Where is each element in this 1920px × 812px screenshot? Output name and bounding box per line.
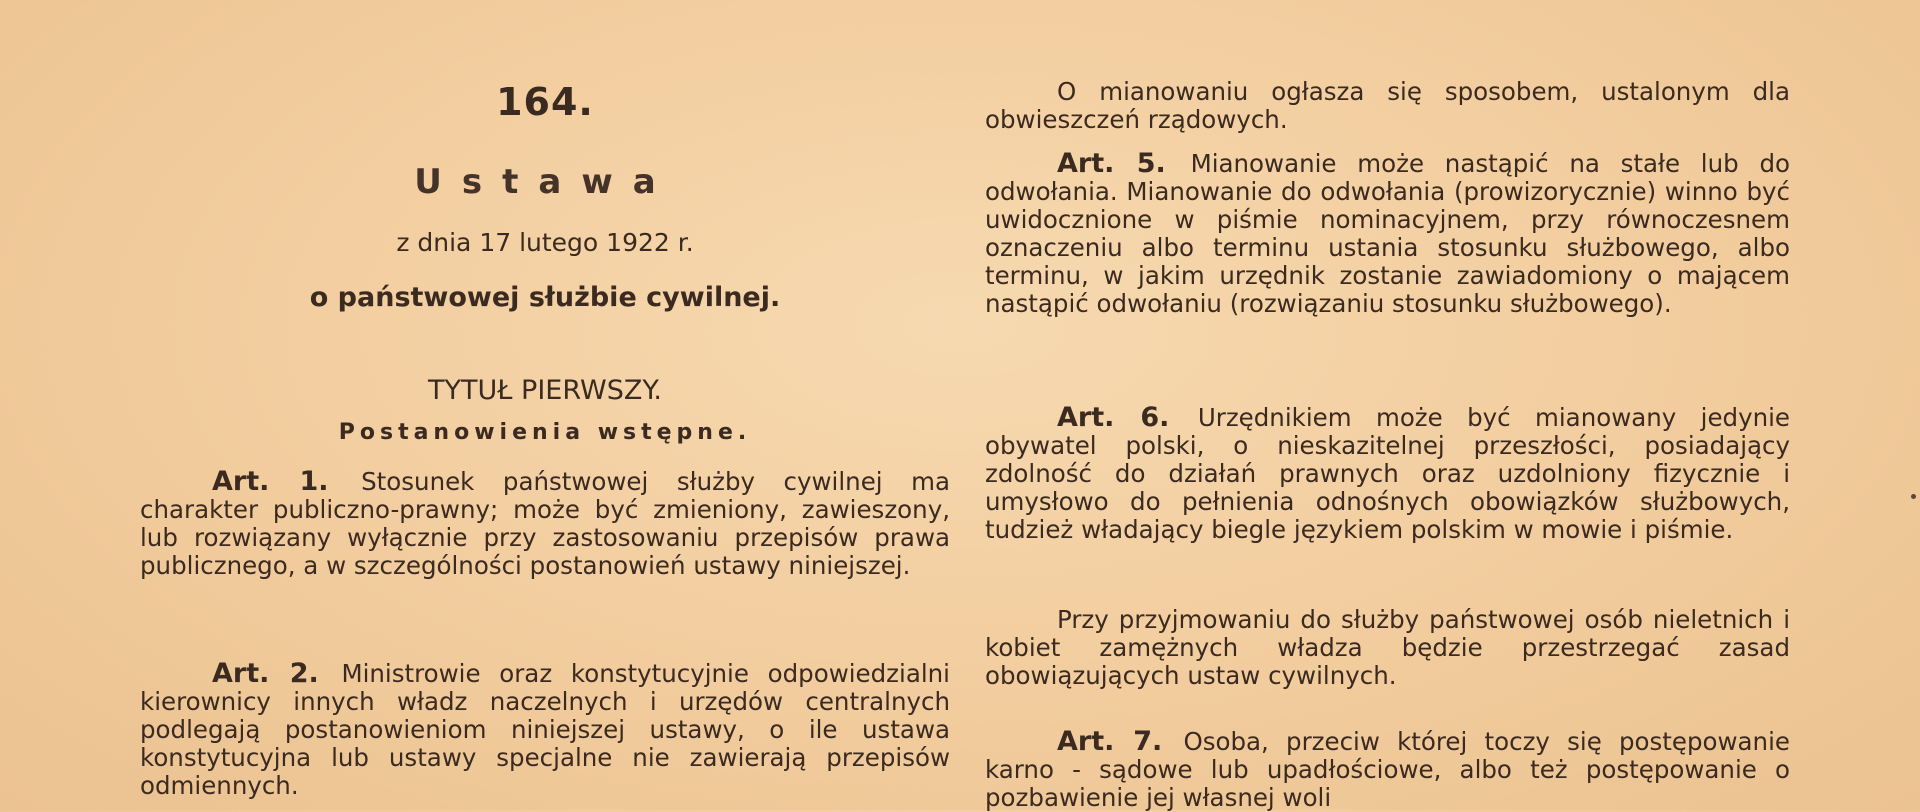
article-text: Urzędnikiem może być mianowany jedynie obywatel polski, o nieskazitelnej przeszłości, posiadający zdolność do działań prawnych oraz uzdolniony fizycznie i umysłowo do pełnienia odnośnych obowiązków służbowych, tudzież władający biegle językiem polskim w mowie i piśmie. — [985, 403, 1791, 544]
act-kind-heading: Ustawa — [414, 162, 676, 202]
section-subtitle: Postanowienia wstępne. — [338, 420, 752, 445]
paragraph-announcement — [985, 78, 1790, 134]
article-6 — [985, 404, 1790, 544]
article-label: Art. 6. — [1057, 402, 1170, 433]
article-7 — [985, 728, 1790, 812]
paragraph-text: Przy przyjmowaniu do służby państwowej osób nieletnich i kobiet zamężnych władza będzie przestrzegać zasad obowiązujących ustaw cywilnych. — [985, 605, 1790, 690]
article-label: Art. 5. — [1057, 148, 1166, 179]
article-6-paragraph-2 — [985, 606, 1790, 690]
title-heading: TYTUŁ PIERWSZY. — [428, 375, 662, 406]
article-text: Ministrowie oraz konstytucyjnie odpowiedzialni kierownicy innych władz naczelnych i urzędów centralnych podlegają postanowieniom niniejszej ustawy, o ile ustawa konstytucyjna lub ustawy specjalne nie zawierają przepisów odmiennych. — [140, 659, 950, 800]
article-text: Osoba, przeciw której toczy się postępowanie karno - sądowe lub upadłościowe, albo też postępowanie o pozbawienie jej własnej woli — [985, 727, 1790, 812]
article-1 — [140, 468, 950, 580]
article-label: Art. 2. — [212, 658, 319, 689]
act-subject: o państwowej służbie cywilnej. — [309, 282, 781, 313]
article-5 — [985, 150, 1790, 318]
act-date: z dnia 17 lutego 1922 r. — [396, 228, 694, 257]
article-label: Art. 1. — [212, 466, 329, 497]
article-text: Stosunek państwowej służby cywilnej ma charakter publiczno-prawny; może być zmieniony, zawieszony, lub rozwiązany wyłącznie przy zastosowaniu przepisów prawa publicznego, a w szczególności postanowień ustawy niniejszej. — [140, 467, 950, 580]
article-text: Mianowanie może nastąpić na stałe lub do odwołania. Mianowanie do odwołania (prowizorycznie) winno być uwidocznione w piśmie nominacyjnem, przy równoczesnem oznaczeniu albo terminu ustania stosunku służbowego, albo terminu, w jakim urzędnik zostanie zawiadomiony o mającem nastąpić odwołaniu (rozwiązaniu stosunku służbowego). — [985, 149, 1790, 318]
article-label: Art. 7. — [1057, 726, 1163, 757]
act-number: 164. — [496, 80, 594, 124]
ink-speck — [1911, 494, 1916, 499]
article-2 — [140, 660, 950, 800]
paragraph-text: O mianowaniu ogłasza się sposobem, ustalonym dla obwieszczeń rządowych. — [985, 77, 1790, 134]
